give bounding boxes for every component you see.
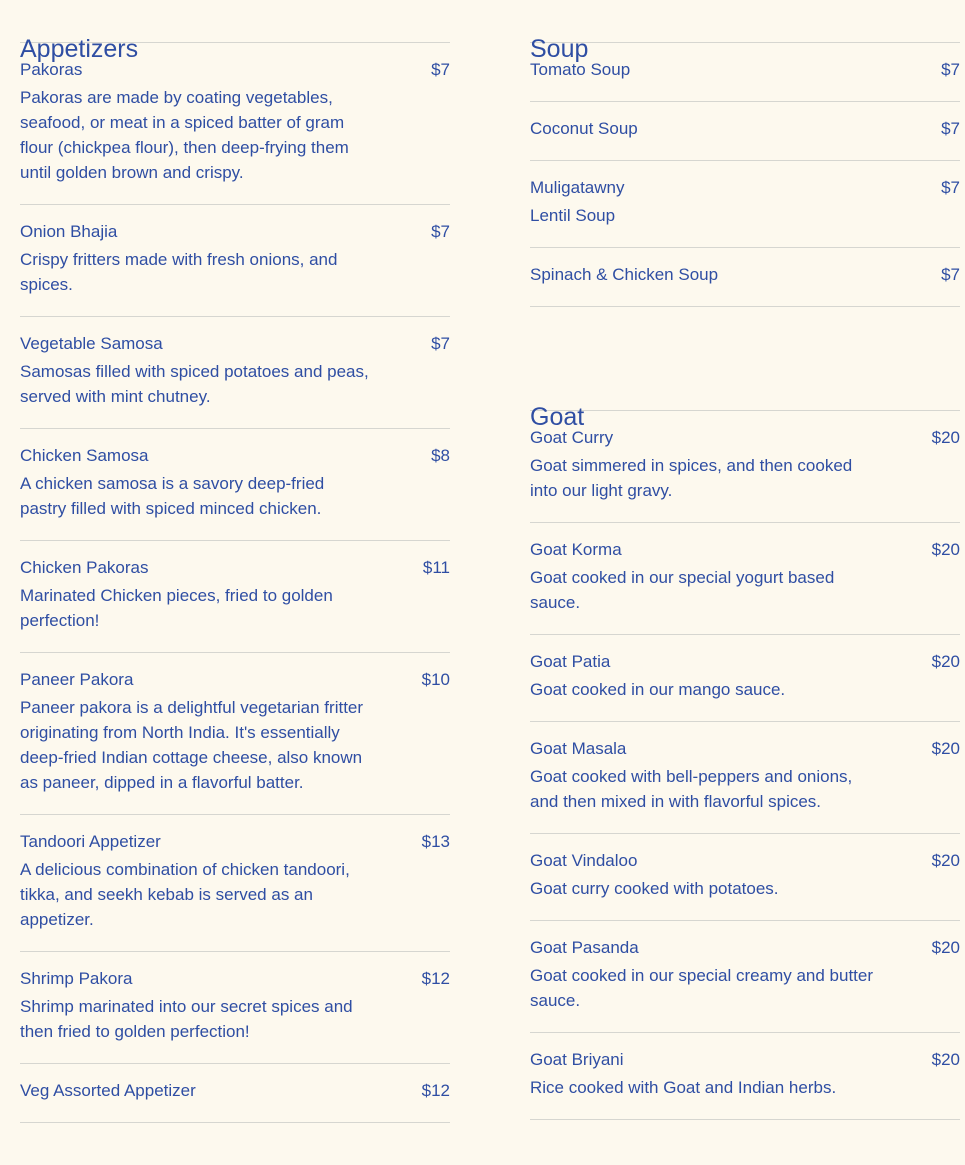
menu-item-description: A delicious combination of chicken tandoori, tikka, and seekh kebab is served as an appetizer. [20, 860, 350, 929]
menu-item-header [530, 651, 960, 673]
menu-item-name: Goat Pasanda [530, 938, 639, 957]
menu-item-description: Goat cooked with bell-peppers and onions, and then mixed in with flavorful spices. [530, 767, 853, 811]
appetizers-section [20, 0, 450, 1123]
menu-item [20, 429, 450, 541]
menu-item [20, 653, 450, 815]
menu-item-name: Spinach & Chicken Soup [530, 265, 719, 284]
appetizers-list [20, 43, 450, 1123]
menu-item-description: Lentil Soup [530, 206, 616, 225]
menu-item-name: Paneer Pakora [20, 670, 134, 689]
menu-item-name: Goat Masala [530, 739, 627, 758]
menu-item-name: Shrimp Pakora [20, 969, 133, 988]
menu-item-price: $11 [422, 558, 450, 577]
menu-item [530, 102, 960, 161]
menu-item [20, 317, 450, 429]
menu-item-header [20, 831, 450, 853]
menu-item-price: $12 [421, 969, 450, 988]
menu-item-price: $20 [931, 739, 960, 758]
menu-item-header [530, 1049, 960, 1071]
menu-item-price: $13 [421, 832, 450, 851]
menu-item-description: Goat cooked in our mango sauce. [530, 680, 786, 699]
menu-item-header [530, 118, 960, 140]
menu-item-header [530, 177, 960, 199]
menu-item-name: Coconut Soup [530, 119, 638, 138]
menu-item-header [20, 333, 450, 355]
menu-item-name: Chicken Samosa [20, 446, 149, 465]
menu-item [530, 411, 960, 523]
menu-item-header [20, 221, 450, 243]
menu-item-header [530, 264, 960, 286]
menu-item-description: Rice cooked with Goat and Indian herbs. [530, 1078, 837, 1097]
menu-item-name: Goat Briyani [530, 1050, 624, 1069]
menu-item-header [530, 850, 960, 872]
menu-item [530, 248, 960, 307]
menu-item [20, 952, 450, 1064]
menu-item-price: $20 [931, 652, 960, 671]
menu-item-price: $10 [421, 670, 450, 689]
menu-item-header [20, 59, 450, 81]
menu-item-description: Paneer pakora is a delightful vegetarian fritter originating from North India. It's essentially deep-fried Indian cottage cheese, also known as paneer, dipped in a flavorful batter. [20, 698, 364, 792]
menu-item-price: $7 [431, 60, 450, 79]
section-title-appetizers: Appetizers [20, 0, 450, 43]
menu-item-description: A chicken samosa is a savory deep-fried pastry filled with spiced minced chicken. [20, 474, 325, 518]
menu-item-description: Shrimp marinated into our secret spices and then fried to golden perfection! [20, 997, 353, 1041]
menu-item-name: Goat Curry [530, 428, 614, 447]
menu-item-price: $7 [941, 178, 960, 197]
soup-list [530, 43, 960, 307]
menu-item-price: $7 [431, 222, 450, 241]
menu-item-description: Goat cooked in our special yogurt based sauce. [530, 568, 835, 612]
menu-item [530, 161, 960, 248]
menu-item-price: $20 [931, 851, 960, 870]
menu-item [530, 722, 960, 834]
menu-item-name: Vegetable Samosa [20, 334, 163, 353]
section-title-goat: Goat [530, 368, 960, 411]
menu-item-name: Goat Vindaloo [530, 851, 638, 870]
menu-item-price: $20 [931, 938, 960, 957]
menu-item [530, 523, 960, 635]
menu-item-price: $8 [431, 446, 450, 465]
menu-item-description: Goat simmered in spices, and then cooked into our light gravy. [530, 456, 853, 500]
menu-item-description: Goat cooked in our special creamy and butter sauce. [530, 966, 874, 1010]
menu-item [20, 1064, 450, 1123]
menu-item-price: $7 [941, 119, 960, 138]
menu-item-header [530, 59, 960, 81]
menu-item-price: $12 [421, 1081, 450, 1100]
menu-item-name: Goat Patia [530, 652, 611, 671]
menu-item-name: Veg Assorted Appetizer [20, 1081, 196, 1100]
left-column [20, 0, 450, 1123]
menu-item [530, 921, 960, 1033]
menu-item-description: Crispy fritters made with fresh onions, and spices. [20, 250, 338, 294]
menu-item-header [530, 427, 960, 449]
menu-item-name: Tandoori Appetizer [20, 832, 161, 851]
menu-item-name: Chicken Pakoras [20, 558, 149, 577]
menu-item [20, 815, 450, 952]
soup-section [530, 0, 960, 307]
goat-list [530, 411, 960, 1120]
menu-item-header [20, 445, 450, 467]
menu-item-price: $20 [931, 428, 960, 447]
menu-item-header [530, 738, 960, 760]
menu-item-description: Pakoras are made by coating vegetables, seafood, or meat in a spiced batter of gram flour (chickpea flour), then deep-frying them until golden brown and crispy. [20, 88, 349, 182]
menu-item [20, 541, 450, 653]
menu-item-description: Marinated Chicken pieces, fried to golden perfection! [20, 586, 333, 630]
menu-item-name: Onion Bhajia [20, 222, 118, 241]
menu-item-price: $7 [941, 265, 960, 284]
goat-section [530, 368, 960, 1120]
menu-item-header [20, 1080, 450, 1102]
menu-item-description: Samosas filled with spiced potatoes and peas, served with mint chutney. [20, 362, 369, 406]
menu-item-name: Tomato Soup [530, 60, 631, 79]
menu-item [530, 43, 960, 102]
menu-item-price: $7 [431, 334, 450, 353]
menu-item [20, 205, 450, 317]
menu-item-name: Goat Korma [530, 540, 622, 559]
menu-item-header [20, 968, 450, 990]
menu-item-price: $7 [941, 60, 960, 79]
section-title-soup: Soup [530, 0, 960, 43]
menu-item-header [530, 539, 960, 561]
menu-item-name: Pakoras [20, 60, 83, 79]
menu-item-price: $20 [931, 1050, 960, 1069]
menu-item-price: $20 [931, 540, 960, 559]
menu-item-header [20, 557, 450, 579]
menu-item-header [20, 669, 450, 691]
menu-item [20, 43, 450, 205]
menu-item [530, 1033, 960, 1120]
menu-item [530, 635, 960, 722]
menu-item-header [530, 937, 960, 959]
menu-item-name: Muligatawny [530, 178, 625, 197]
right-column [530, 0, 960, 1097]
menu-item [530, 834, 960, 921]
menu-item-description: Goat curry cooked with potatoes. [530, 879, 779, 898]
